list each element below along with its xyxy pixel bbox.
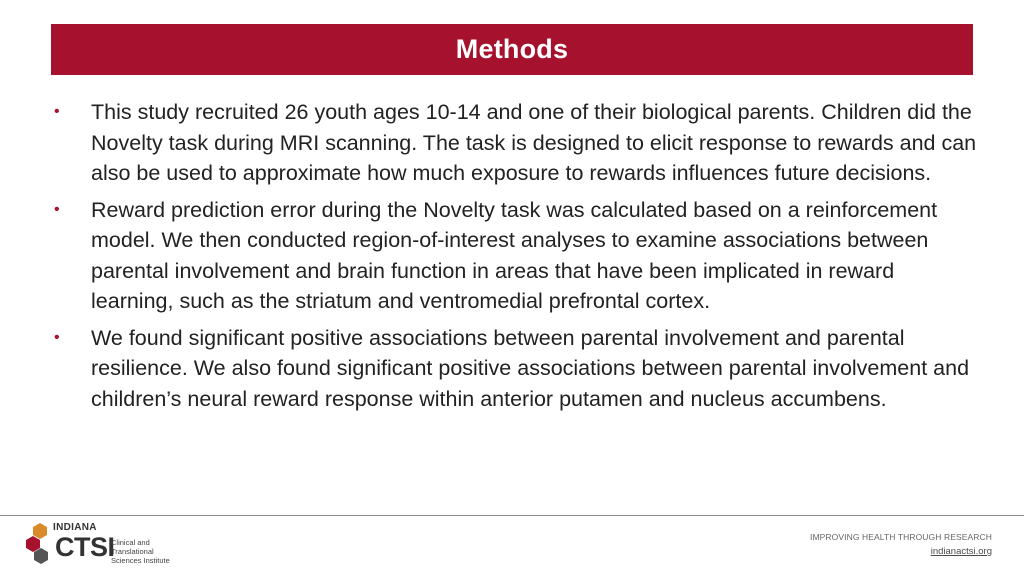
hexagon-orange — [33, 523, 47, 539]
website-link[interactable]: indianactsi.org — [930, 546, 992, 557]
bullet-text: This study recruited 26 youth ages 10-14 and one of their biological parents. Children did the Novelty task during MRI scanning. The task is designed to elicit response to rewards and can also be used to approximate how much exposure to rewards influences future decisions. — [91, 100, 977, 185]
logo-subtitle — [111, 538, 171, 565]
bullet-item — [50, 97, 980, 189]
footer-tagline: IMPROVING HEALTH THROUGH RESEARCH — [810, 532, 992, 542]
bullet-icon: • — [54, 328, 60, 346]
bullet-text: Reward prediction error during the Novelty task was calculated based on a reinforcement model. We then conducted region-of-interest analyses to examine associations between parental involvement and brain function in areas that have been implicated in reward learning, such as the striatum and ventromedial prefrontal cortex. — [91, 197, 938, 313]
bullet-item — [50, 195, 980, 317]
hexagon-red — [26, 536, 40, 552]
logo-main-text: CTSI — [55, 532, 115, 562]
hexagon-gray — [34, 548, 48, 564]
bullet-list — [50, 97, 980, 420]
indiana-ctsi-logo[interactable] — [25, 521, 170, 571]
logo-subtitle-line: Clinical and Translational — [111, 538, 154, 556]
logo-top-text: INDIANA — [53, 522, 97, 533]
bullet-icon: • — [54, 200, 60, 218]
page-title: Methods — [455, 34, 569, 64]
bullet-item — [50, 323, 980, 415]
bullet-icon: • — [54, 103, 60, 120]
hexagon-logo-icon — [25, 521, 55, 571]
footer-divider — [0, 515, 1024, 516]
bullet-text: We found significant positive associations between parental involvement and parental resilience. We also found significant positive associations between parental involvement and children’s neural reward response within anterior putamen and nucleus accumbens. — [91, 325, 970, 411]
title-bar — [51, 24, 973, 75]
logo-subtitle-line: Sciences Institute — [111, 556, 170, 565]
